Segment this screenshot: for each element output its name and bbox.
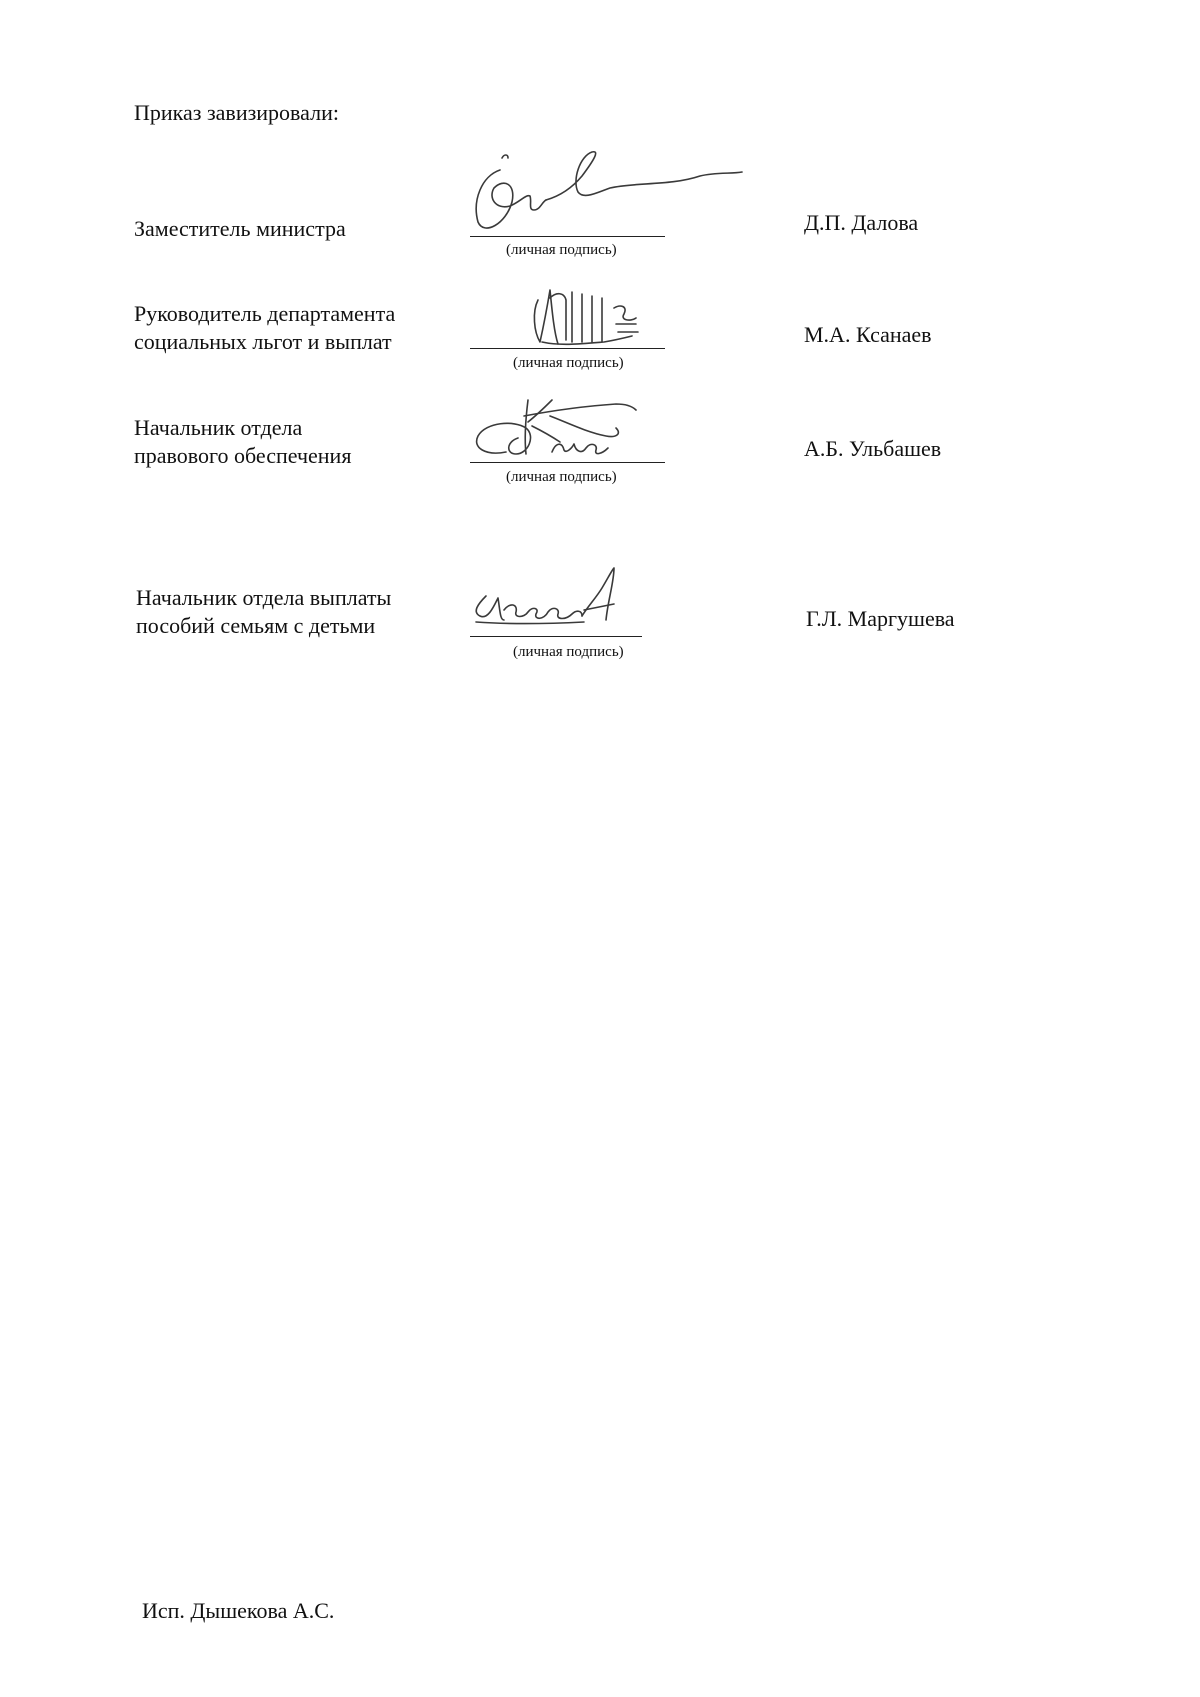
signature-line-1 xyxy=(470,236,665,237)
position-line: правового обеспечения xyxy=(134,443,352,468)
approval-heading: Приказ завизировали: xyxy=(134,100,339,125)
signature-line-4 xyxy=(470,636,642,637)
signatory-position-3 xyxy=(134,414,351,470)
signature-line-3 xyxy=(470,462,665,463)
handwritten-signature-1 xyxy=(460,140,750,240)
signatory-name-3: А.Б. Ульбашев xyxy=(804,436,942,461)
signatory-position-2 xyxy=(134,300,395,356)
signature-caption-2: (личная подпись) xyxy=(513,355,624,371)
signatory-name-2: М.А. Ксанаев xyxy=(804,322,932,347)
position-line: социальных льгот и выплат xyxy=(134,329,392,354)
handwritten-signature-4 xyxy=(464,566,644,636)
signature-caption-4: (личная подпись) xyxy=(513,644,624,660)
signature-line-2 xyxy=(470,348,665,349)
signatory-name-4: Г.Л. Маргушева xyxy=(806,606,955,631)
executor-note: Исп. Дышекова А.С. xyxy=(142,1598,335,1623)
position-line: Начальник отдела xyxy=(134,415,303,440)
position-line: пособий семьям с детьми xyxy=(136,613,376,638)
signatory-position-4 xyxy=(136,584,391,640)
signatory-position-1 xyxy=(134,215,346,243)
position-line: Руководитель департамента xyxy=(134,301,396,326)
signature-caption-1: (личная подпись) xyxy=(506,242,617,258)
position-line: Начальник отдела выплаты xyxy=(136,585,392,610)
position-line: Заместитель министра xyxy=(134,216,346,241)
signatory-name-1: Д.П. Далова xyxy=(804,210,919,235)
signature-caption-3: (личная подпись) xyxy=(506,469,617,485)
handwritten-signature-3 xyxy=(466,392,666,472)
